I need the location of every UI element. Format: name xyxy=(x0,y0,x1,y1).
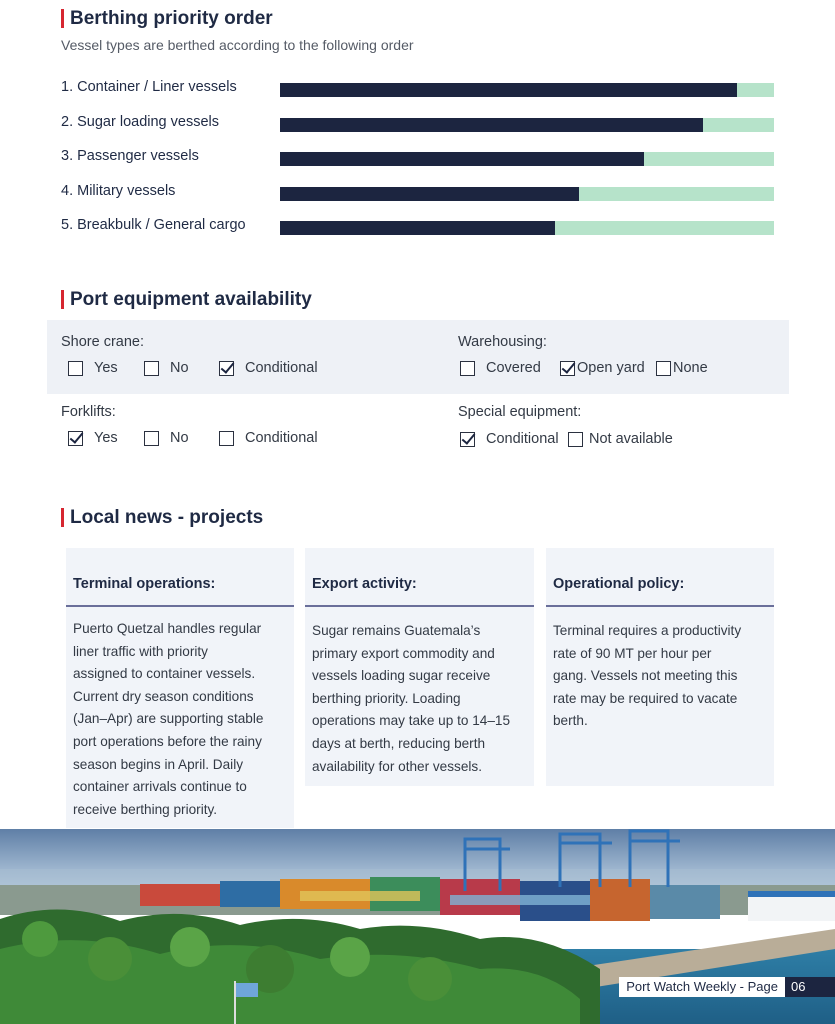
news-line: gang. Vessels not meeting this xyxy=(553,668,738,684)
news-section-title: Local news - projects xyxy=(61,507,263,529)
checkbox[interactable] xyxy=(144,431,159,446)
priority-row xyxy=(61,179,775,214)
news-line: Current dry season conditions xyxy=(73,688,254,704)
shore-crane-yes-option[interactable] xyxy=(68,360,118,376)
news-line: liner traffic with priority xyxy=(73,643,208,659)
footer-publication: Port Watch Weekly - Page xyxy=(619,977,785,997)
news-line: rate of 90 MT per hour per xyxy=(553,645,712,661)
checkbox[interactable] xyxy=(560,361,575,376)
option-label: Yes xyxy=(94,360,118,376)
special-not-available-option[interactable] xyxy=(568,431,673,447)
option-label: Conditional xyxy=(245,430,318,446)
priority-row xyxy=(61,144,775,179)
priority-bar xyxy=(280,83,774,97)
option-label: No xyxy=(170,430,189,446)
priority-row xyxy=(61,213,775,248)
option-label: Conditional xyxy=(245,360,318,376)
news-line: berthing priority. Loading xyxy=(312,690,461,706)
forklifts-no-option[interactable] xyxy=(144,430,189,446)
news-line: Sugar remains Guatemala’s xyxy=(312,623,481,638)
news-line: availability for other vessels. xyxy=(312,758,482,774)
priority-bar xyxy=(280,118,774,132)
news-line: Terminal requires a productivity xyxy=(553,623,742,638)
priority-bar xyxy=(280,152,774,166)
news-card-body xyxy=(553,620,766,733)
checkbox[interactable] xyxy=(144,361,159,376)
forklifts-conditional-option[interactable] xyxy=(219,430,318,446)
news-card-header xyxy=(66,548,294,607)
shore-crane-no-option[interactable] xyxy=(144,360,189,376)
news-line: rate may be required to vacate xyxy=(553,690,738,706)
priority-bar-fill xyxy=(280,118,703,132)
priority-bar-fill xyxy=(280,221,555,235)
news-card-export-activity xyxy=(305,548,534,786)
news-card-heading: Export activity: xyxy=(312,576,417,592)
priority-label: 2. Sugar loading vessels xyxy=(61,113,219,130)
priority-list xyxy=(61,75,775,248)
priority-bar-fill xyxy=(280,83,737,97)
checkbox[interactable] xyxy=(219,361,234,376)
option-label: Yes xyxy=(94,430,118,446)
news-card-operational-policy xyxy=(546,548,774,786)
news-card-heading: Operational policy: xyxy=(553,576,685,592)
news-line: operations may take up to 14–15 xyxy=(312,713,510,729)
berthing-subtitle: Vessel types are berthed according to the following order xyxy=(61,37,414,53)
priority-bar xyxy=(280,187,774,201)
option-label: No xyxy=(170,360,189,376)
news-card-header xyxy=(546,548,774,607)
news-line: days at berth, reducing berth xyxy=(312,735,486,751)
priority-bar-fill xyxy=(280,152,644,166)
news-card-body xyxy=(312,620,526,778)
forklifts-label: Forklifts: xyxy=(61,404,116,420)
warehousing-none-option[interactable] xyxy=(656,360,708,376)
priority-bar xyxy=(280,221,774,235)
news-line: primary export commodity and xyxy=(312,645,495,661)
news-line: season begins in April. Daily xyxy=(73,756,244,772)
news-card-body xyxy=(73,618,286,821)
page-footer xyxy=(619,977,835,997)
checkbox[interactable] xyxy=(460,361,475,376)
option-label: Conditional xyxy=(486,431,559,447)
news-line: port operations before the rainy xyxy=(73,733,262,749)
news-line: berth. xyxy=(553,713,588,729)
berthing-section-title: Berthing priority order xyxy=(61,8,273,30)
special-equipment-label: Special equipment: xyxy=(458,404,582,420)
priority-row xyxy=(61,110,775,145)
equipment-section-title: Port equipment availability xyxy=(61,289,312,311)
checkbox[interactable] xyxy=(68,431,83,446)
news-card-heading: Terminal operations: xyxy=(73,576,216,592)
checkbox[interactable] xyxy=(219,431,234,446)
priority-bar-fill xyxy=(280,187,579,201)
priority-row xyxy=(61,75,775,110)
forklifts-yes-option[interactable] xyxy=(68,430,118,446)
news-line: receive berthing priority. xyxy=(73,801,218,817)
news-card-header xyxy=(305,548,534,607)
priority-label: 3. Passenger vessels xyxy=(61,148,199,164)
special-conditional-option[interactable] xyxy=(460,431,559,447)
checkbox[interactable] xyxy=(68,361,83,376)
option-label: Not available xyxy=(589,431,673,447)
warehousing-label: Warehousing: xyxy=(458,334,547,350)
option-label: None xyxy=(673,360,708,376)
checkbox[interactable] xyxy=(656,361,671,376)
shore-crane-conditional-option[interactable] xyxy=(219,360,318,376)
option-label: Open yard xyxy=(577,360,645,376)
checkbox[interactable] xyxy=(568,432,583,447)
news-line: assigned to container vessels. xyxy=(73,666,256,682)
checkbox[interactable] xyxy=(460,432,475,447)
news-line: (Jan–Apr) are supporting stable xyxy=(73,711,264,727)
news-line: Puerto Quetzal handles regular xyxy=(73,621,262,636)
priority-label: 4. Military vessels xyxy=(61,182,176,199)
shore-crane-label: Shore crane: xyxy=(61,334,145,350)
news-line: container arrivals continue to xyxy=(73,779,247,795)
equipment-highlight-band xyxy=(47,320,789,394)
priority-label: 1. Container / Liner vessels xyxy=(61,79,237,95)
warehousing-covered-option[interactable] xyxy=(460,360,541,376)
news-line: vessels loading sugar receive xyxy=(312,668,491,684)
warehousing-open-yard-option[interactable] xyxy=(560,360,645,376)
option-label: Covered xyxy=(486,360,541,376)
news-card-terminal-operations xyxy=(66,548,294,828)
footer-page-number: 06 xyxy=(785,977,835,997)
priority-label: 5. Breakbulk / General cargo xyxy=(61,217,246,233)
